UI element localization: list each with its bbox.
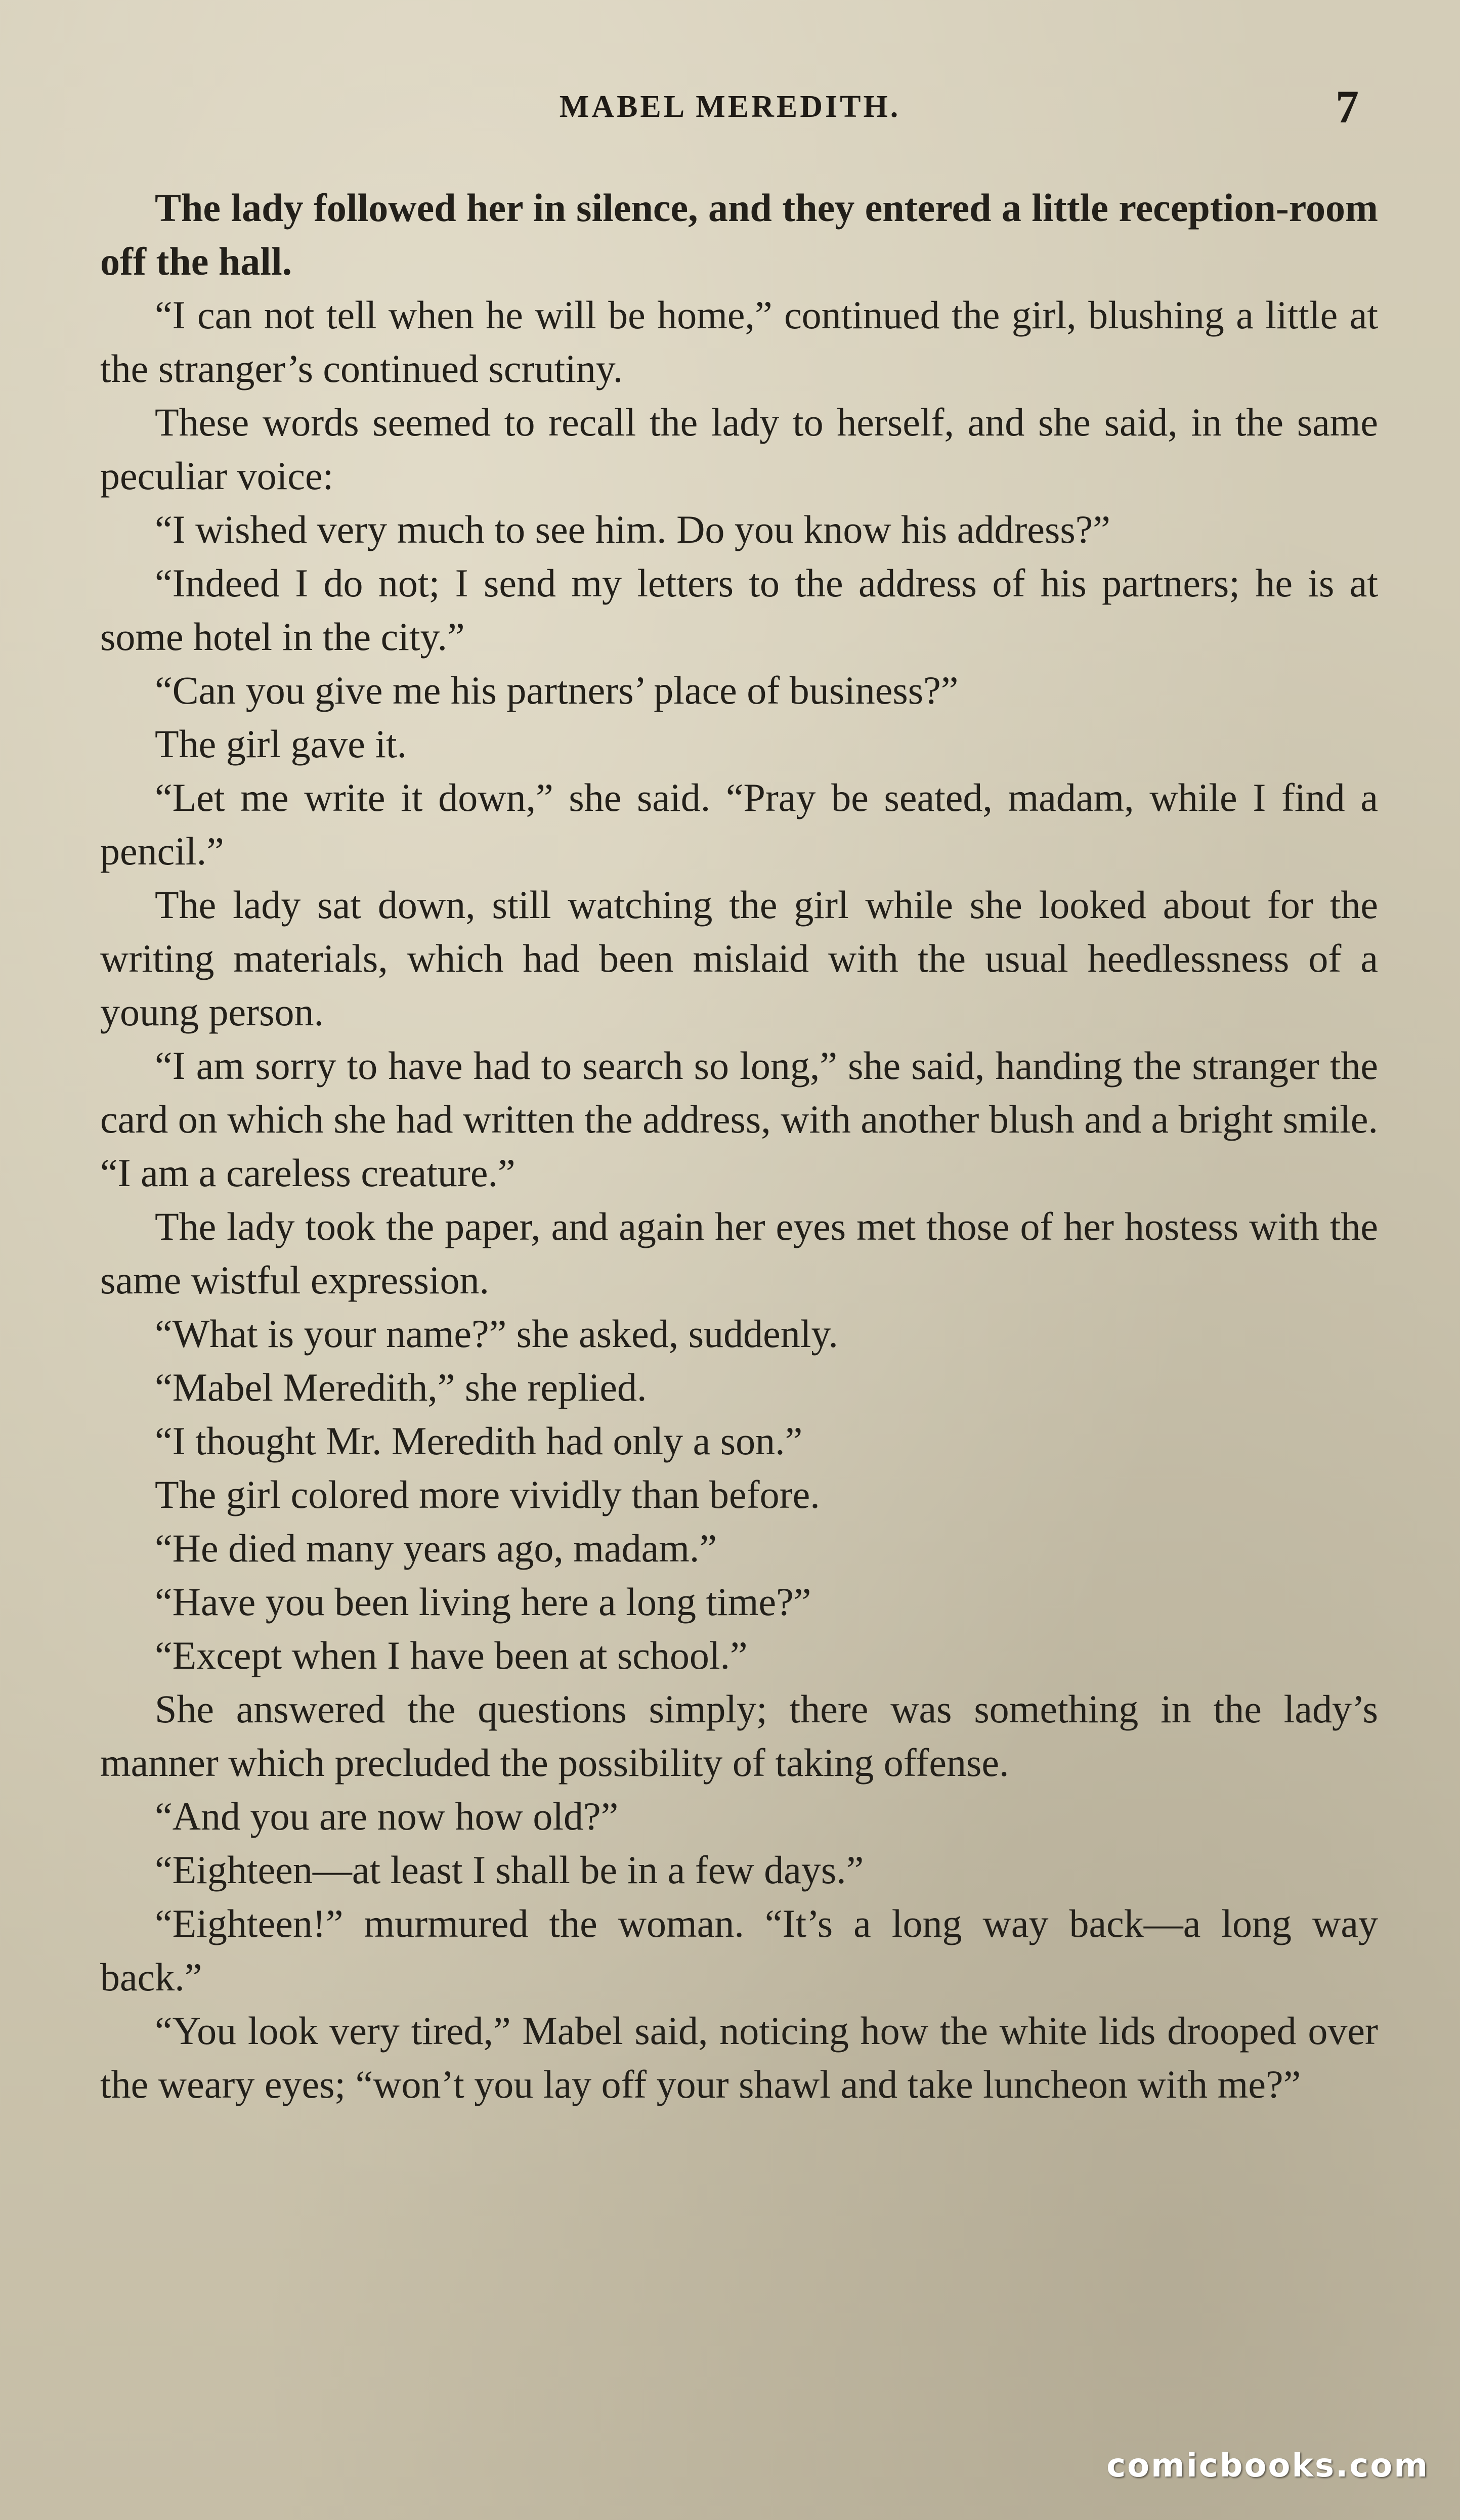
paragraph: “What is your name?” she asked, suddenly. (155, 1312, 838, 1356)
paragraph: “I wished very much to see him. Do you know his address?” (155, 507, 1110, 551)
paragraph: “He died many years ago, madam.” (155, 1526, 717, 1570)
page-number: 7 (1336, 81, 1359, 133)
paragraph: The lady followed her in silence, and they entered a little reception-room off the hall. (100, 186, 1378, 283)
paragraph: “Eighteen!” murmured the woman. “It’s a long way back—a long way back.” (100, 1901, 1378, 1999)
paragraph: “Mabel Meredith,” she replied. (155, 1365, 647, 1409)
paragraph: These words seemed to recall the lady to herself, and she said, in the same peculiar voice: (100, 400, 1378, 498)
paragraph: “You look very tired,” Mabel said, noticing how the white lids drooped over the weary eyes; “won’t you lay off your shawl and take luncheon with me?” (100, 2009, 1378, 2106)
paragraph: “I am sorry to have had to search so long,” she said, handing the stranger the card on which she had written the address, with another blush and a bright smile. “I am a careless creature.” (100, 1044, 1378, 1195)
body-text (100, 181, 1378, 2111)
paragraph: “Can you give me his partners’ place of business?” (155, 668, 959, 712)
paragraph: “Let me write it down,” she said. “Pray be seated, madam, while I find a pencil.” (100, 775, 1378, 873)
paragraph: The lady sat down, still watching the girl while she looked about for the writing materials, which had been mislaid with the usual heedlessness of a young person. (100, 883, 1378, 1034)
paragraph: “I can not tell when he will be home,” continued the girl, blushing a little at the stranger’s continued scrutiny. (100, 293, 1378, 390)
paragraph: “And you are now how old?” (155, 1794, 619, 1838)
paragraph: “Indeed I do not; I send my letters to the address of his partners; he is at some hotel in the city.” (100, 561, 1378, 659)
running-head: MABEL MEREDITH. (559, 90, 901, 124)
paragraph: She answered the questions simply; there was something in the lady’s manner which precluded the possibility of taking offense. (100, 1687, 1378, 1785)
paragraph: The girl gave it. (155, 722, 407, 766)
paragraph: “I thought Mr. Meredith had only a son.” (155, 1419, 803, 1463)
paragraph: “Have you been living here a long time?” (155, 1580, 811, 1624)
paragraph: The girl colored more vividly than before. (155, 1472, 820, 1516)
paragraph: “Eighteen—at least I shall be in a few days.” (155, 1848, 864, 1892)
paragraph: The lady took the paper, and again her eyes met those of her hostess with the same wistful expression. (100, 1204, 1378, 1302)
watermark: comicbooks.com (1106, 2447, 1429, 2485)
paragraph: “Except when I have been at school.” (155, 1633, 748, 1677)
